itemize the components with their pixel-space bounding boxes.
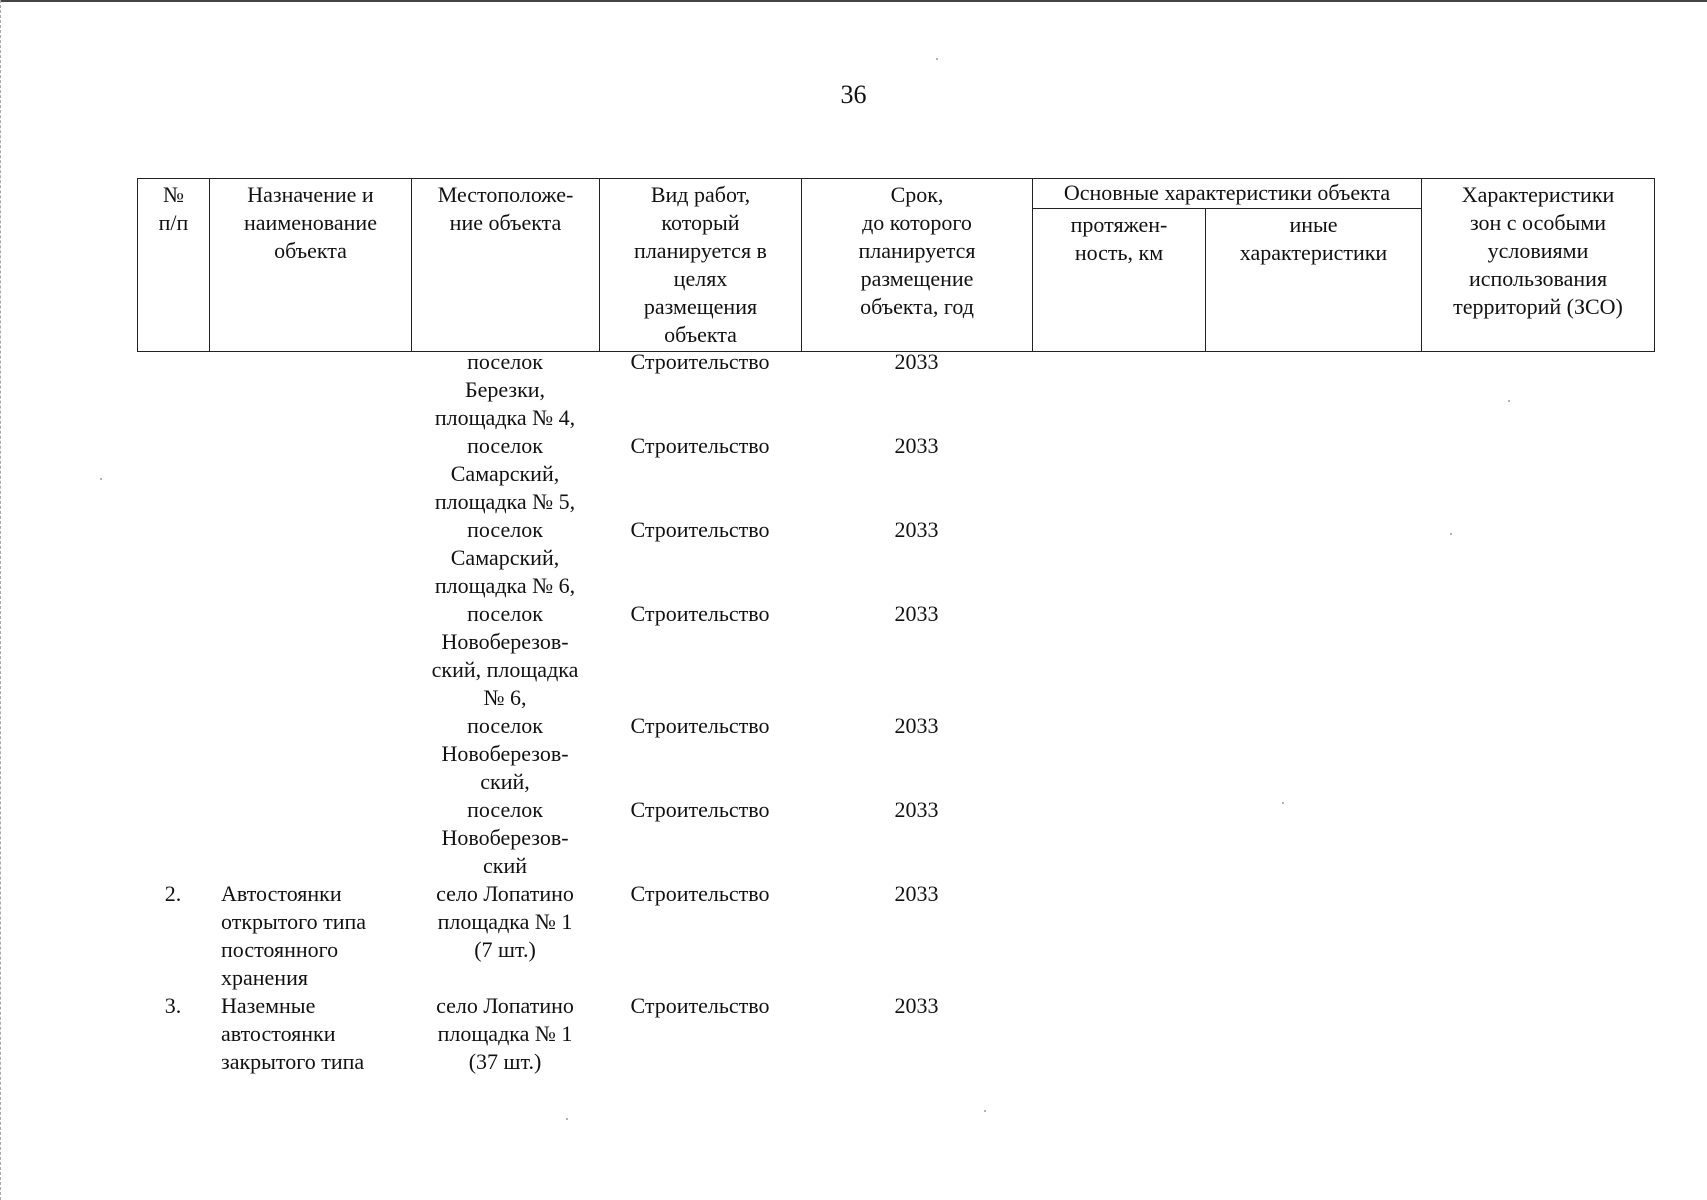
row-number: 2. (164, 881, 182, 906)
cell-line: использования (1468, 266, 1608, 291)
cell-line: территорий (ЗСО) (1453, 294, 1623, 319)
cell-line: объекта (664, 322, 737, 347)
header-col-work (600, 179, 802, 352)
cell-line: иные (1289, 211, 1338, 237)
scan-speck (984, 1110, 986, 1112)
scan-speck (100, 478, 102, 480)
cell-line: характеристики (1239, 239, 1388, 265)
row-object-name (209, 880, 411, 992)
cell-line: Самарский, (450, 545, 560, 570)
row-year: 2033 (894, 601, 939, 626)
cell-line: объекта (274, 238, 347, 263)
cell-line: ность, км (1074, 239, 1164, 265)
cell-line: поселок (467, 601, 543, 626)
cell-line: площадка № 5, (434, 489, 576, 514)
cell-line: условиями (1487, 238, 1589, 263)
cell-line: размещения (643, 294, 758, 319)
page-number: 36 (840, 80, 867, 109)
table-row (137, 880, 1032, 992)
cell-line: ский, (480, 769, 530, 794)
header-group-main-characteristics: Основные характеристики объекта (1033, 179, 1422, 209)
cell-line: село Лопатино (436, 993, 574, 1018)
row-work-type: Строительство (630, 601, 770, 626)
header-col-zones (1422, 179, 1655, 352)
cell-line: ский (483, 853, 527, 878)
cell-line: площадка № 6, (434, 573, 576, 598)
cell-line: Характеристики (1461, 182, 1615, 207)
row-year: 2033 (894, 349, 939, 374)
cell-line: целях (673, 266, 728, 291)
scan-speck (566, 1118, 568, 1120)
table-body (137, 348, 1032, 1076)
row-work-type: Строительство (630, 713, 770, 738)
cell-line: закрытого типа (221, 1049, 365, 1074)
cell-line: Вид работ, (650, 182, 751, 207)
cell-line: Березки, (464, 377, 546, 402)
row-work-type: Строительство (630, 881, 770, 906)
cell-line: Автостоянки (221, 881, 342, 906)
cell-line: планируется (858, 238, 976, 263)
cell-line: планируется в (634, 238, 767, 263)
scan-speck (936, 58, 938, 60)
cell-line: Назначение и (247, 182, 374, 207)
table-row (137, 600, 1032, 712)
cell-line: площадка № 4, (434, 405, 576, 430)
cell-line: ский, площадка (431, 657, 579, 682)
header-col-location (412, 179, 600, 352)
row-work-type: Строительство (630, 349, 770, 374)
cell-line: наименование (244, 210, 377, 235)
row-location (411, 712, 599, 796)
cell-line: до которого (862, 210, 972, 235)
cell-line: Самарский, (450, 461, 560, 486)
cell-line: протяжен- (1070, 211, 1168, 237)
row-location (411, 992, 599, 1076)
cell-line: № 6, (483, 685, 527, 710)
cell-line: Новоберезов- (441, 629, 569, 654)
row-work-type: Строительство (630, 517, 770, 542)
cell-line: (7 шт.) (474, 937, 536, 962)
cell-line: поселок (467, 797, 543, 822)
cell-line: размещение (860, 266, 974, 291)
header-col-length (1033, 208, 1206, 351)
cell-line: п/п (158, 210, 189, 235)
row-location (411, 796, 599, 880)
cell-line: № (163, 182, 184, 207)
cell-line: Новоберезов- (441, 825, 569, 850)
cell-line: автостоянки (221, 1021, 336, 1046)
table-row (137, 432, 1032, 516)
table-row (137, 992, 1032, 1076)
cell-line: хранения (221, 965, 308, 990)
row-location (411, 516, 599, 600)
cell-line: Наземные (221, 993, 316, 1018)
cell-line: ние объекта (449, 210, 562, 235)
cell-line: поселок (467, 349, 543, 374)
cell-line: площадка № 1 (437, 1021, 573, 1046)
cell-line: поселок (467, 433, 543, 458)
table-row (137, 348, 1032, 432)
row-work-type: Строительство (630, 993, 770, 1018)
cell-line: поселок (467, 517, 543, 542)
row-year: 2033 (894, 517, 939, 542)
row-year: 2033 (894, 993, 939, 1018)
row-year: 2033 (894, 713, 939, 738)
row-number: 3. (164, 993, 182, 1018)
header-col-term (802, 179, 1033, 352)
cell-line: Срок, (890, 182, 944, 207)
cell-line: объекта, год (860, 294, 974, 319)
cell-line: село Лопатино (436, 881, 574, 906)
scan-speck (1508, 400, 1510, 402)
row-object-name (209, 992, 411, 1076)
cell-line: который (661, 210, 740, 235)
header-col-name (210, 179, 412, 352)
row-work-type: Строительство (630, 797, 770, 822)
row-year: 2033 (894, 881, 939, 906)
header-col-other (1206, 208, 1422, 351)
row-location (411, 432, 599, 516)
table-row (137, 796, 1032, 880)
row-location (411, 348, 599, 432)
row-location (411, 880, 599, 964)
row-year: 2033 (894, 433, 939, 458)
row-location (411, 600, 599, 712)
scan-top-edge (0, 0, 1707, 2)
table-row (137, 516, 1032, 600)
table-header (137, 178, 1655, 352)
scan-left-edge (0, 0, 3, 1200)
cell-line: Новоберезов- (441, 741, 569, 766)
cell-line: площадка № 1 (437, 909, 573, 934)
cell-line: поселок (467, 713, 543, 738)
table-row (137, 712, 1032, 796)
header-col-num (138, 179, 210, 352)
scan-speck (1282, 802, 1284, 804)
cell-line: зон с особыми (1469, 210, 1607, 235)
row-work-type: Строительство (630, 433, 770, 458)
scan-speck (1450, 533, 1452, 535)
cell-line: Местоположе- (437, 182, 574, 207)
cell-line: постоянного (221, 937, 339, 962)
cell-line: открытого типа (221, 909, 367, 934)
row-year: 2033 (894, 797, 939, 822)
cell-line: (37 шт.) (468, 1049, 542, 1074)
